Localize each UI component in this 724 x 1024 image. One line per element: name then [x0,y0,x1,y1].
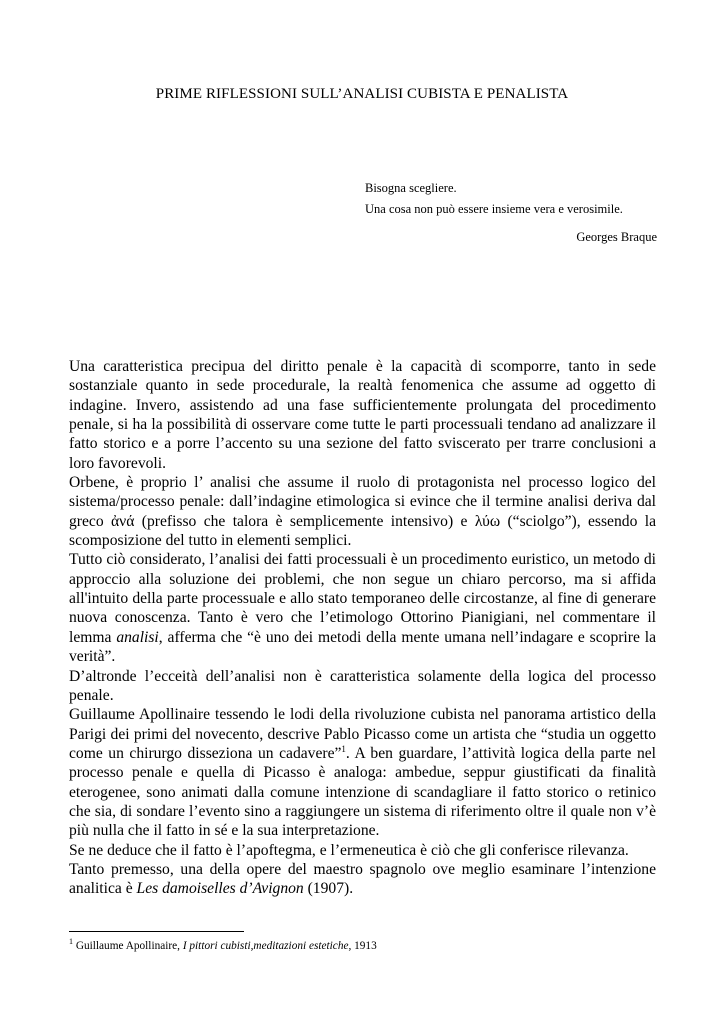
footnote-number: 1 [69,937,73,947]
paragraph-2: Orbene, è proprio l’ analisi che assume il ruolo di protagonista nel processo logico del sistema/processo penale: dall’indagine etimologica si evince che il termine analisi deriva dal greco ἀνά (prefisso che talora è semplicemente intensivo) e λύω (“sciolgo”), essendo la scomposizione del tutto in elementi semplici. [69,474,656,550]
paragraph-3-text-a: Tutto ciò considerato, l’analisi dei fatti processuali è un procedimento euristico, un metodo di approccio alla soluzione dei problemi, che non segue un chiaro percorso, ma si affida all'intuito della parte processuale e allo stato temporaneo delle circostanze, al fine di generare nuova conoscenza. Tanto è vero che l’etimologo Ottorino Pianigiani, nel commentare il lemma [69,551,656,646]
footnote-author: Guillaume Apollinaire, [73,940,183,952]
paragraph-7-text-b: (1907). [303,880,354,898]
body-text [69,357,656,899]
epigraph-author: Georges Braque [576,230,657,244]
epigraph-line-2: Una cosa non può essere insieme vera e verosimile. [365,202,623,216]
paragraph-3 [69,550,656,666]
paragraph-5-text-b: . A ben guardare, l’attività logica della parte nel processo penale e quella di Picasso è analoga: ambedue, seppur giustificati da finalità eterogenee, sono animati dalla comune intenzione di scandagliare il fatto storico o retinico che sia, di sondare l’evento sino a raggiungere un sistema di riferimento oltre il quale non v’è più nulla che il fatto in sé e la sua interpretazione. [69,744,656,840]
analisi-emphasis: analisi [116,628,159,646]
paragraph-5-text-a: Guillaume Apollinaire tessendo le lodi della rivoluzione cubista nel panorama artistico della Parigi dei primi del novecento, descrive Pablo Picasso come un artista che “studia un oggetto come un chirurgo disseziona un cadavere” [69,706,656,762]
document-title: PRIME RIFLESSIONI SULL’ANALISI CUBISTA E PENALISTA [155,86,569,102]
footnote-separator [69,931,244,932]
paragraph-1: Una caratteristica precipua del diritto penale è la capacità di scomporre, tanto in sede sostanziale quanto in sede procedurale, la realtà fenomenica che assume ad oggetto di indagine. Invero, assistendo ad una fase sufficientemente prolungata del procedimento penale, si ha la possibilità di osservare come tutte le parti processuali tendano ad analizzare il fatto storico e a porre l’accento su una sezione del fatto sviscerato per trarre conclusioni a loro favorevoli. [69,358,656,472]
paragraph-4: D’altronde l’ecceità dell’analisi non è caratteristica solamente della logica del processo penale. [69,667,656,704]
painting-title: Les damoiselles d’Avignon [136,880,304,898]
paragraph-6: Se ne deduce che il fatto è l’apoftegma, e l’ermeneutica è ciò che gli conferisce rilevanza. [69,841,629,859]
footnote-work: I pittori cubisti,meditazioni estetiche, [182,940,352,952]
paragraph-5 [69,705,656,840]
epigraph [365,178,657,248]
paragraph-7 [69,860,656,899]
paragraph-3-text-b: , afferma che “è uno dei metodi della mente umana nell’indagare e scoprire la verità”. [69,628,656,666]
footnote-year: 1913 [351,940,377,952]
epigraph-line-1: Bisogna scegliere. [365,181,457,195]
footnote [69,939,656,953]
footnote-reference: 1 [341,743,346,754]
paragraph-7-text-a: Tanto premesso, una della opere del maestro spagnolo ove meglio esaminare l’intenzione analitica è [69,860,656,898]
